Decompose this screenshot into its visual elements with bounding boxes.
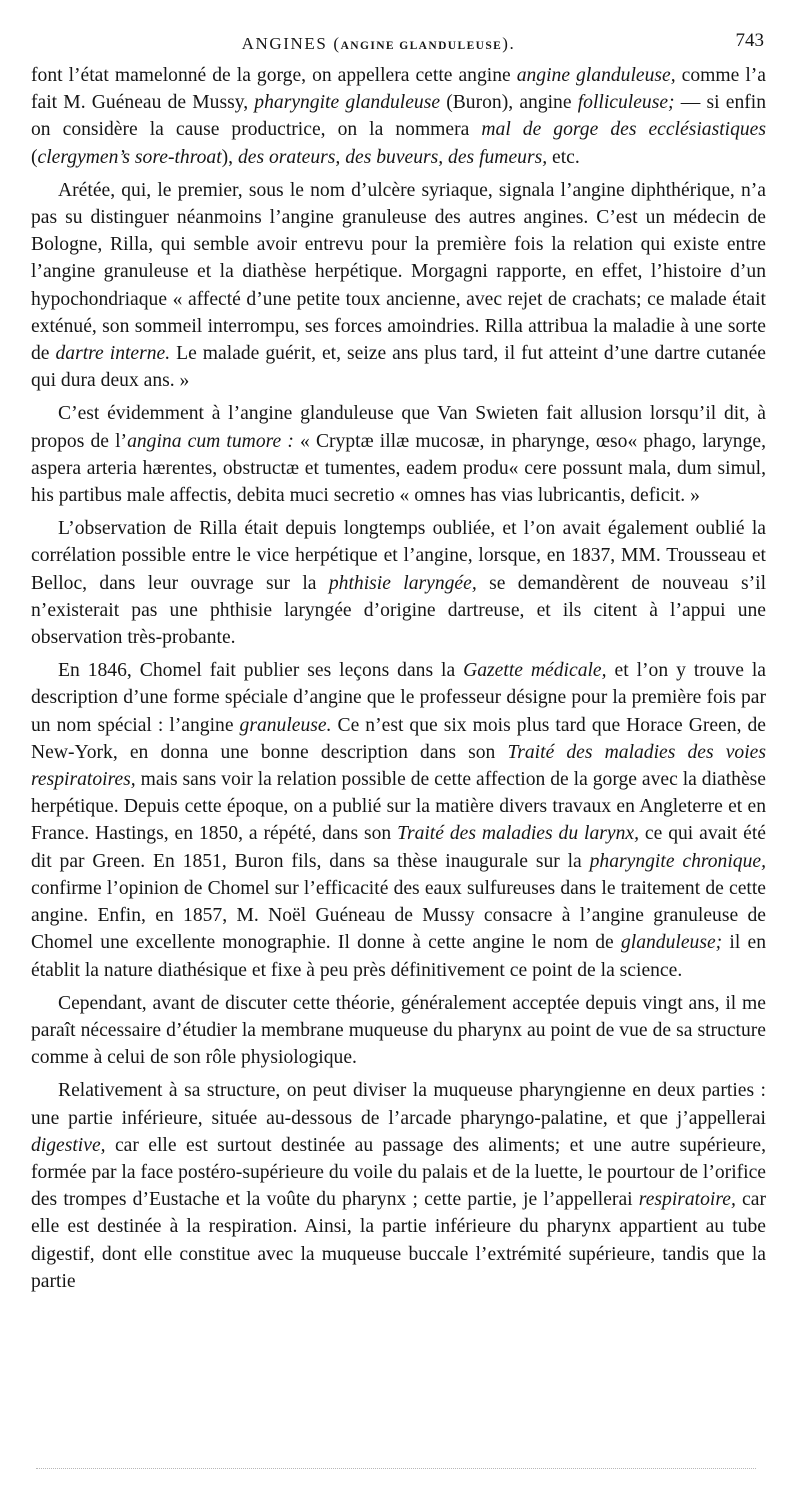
text-run: Arétée, qui, le premier, sous le nom d’ulcère syriaque, signala l’angine diphthérique, n’a pas su distinguer néanmoins l’angine granuleuse des autres angines. C’est un médecin de Bologne, Rilla, qui semble avoir entrevu pour la première fois la relation qui existe entre l’angine granuleuse et la diathèse herpétique. Morgagni rapporte, en effet, l’histoire d’un hypochondriaque « affecté d’une petite toux ancienne, avec rejet de crachats; ce malade était exténué, son sommeil interrompu, ses forces amoindries. Rilla attribua la maladie à une sorte de: [31, 179, 766, 365]
page-number: 743: [735, 30, 764, 51]
italic-phrase: des orateurs, des buveurs, des fumeurs,: [237, 146, 548, 168]
text-run: — si enfin on considère la cause productrice, on la nommera: [31, 92, 767, 141]
text-run: L’observation de Rilla était depuis longtemps oubliée, et l’on avait également oublié la corrélation possible entre le vice herpétique et l’angine, lorsque, en 1837, MM. Trousseau et Belloc, dans leur ouvrage sur la: [31, 518, 766, 594]
running-head: [31, 26, 766, 62]
italic-phrase: angina cum tumore :: [127, 430, 294, 452]
footer-rule: [36, 1468, 756, 1469]
text-run: font l’état mamelonné de la gorge, on appellera cette angine: [31, 65, 517, 86]
italic-phrase: mal de gorge des ecclésiastiques: [481, 119, 766, 141]
text-run: et l’on y trouve la description d’une forme spéciale d’angine que le professeur désigne pour la première fois par un nom spécial : l’angine: [31, 660, 766, 736]
italic-phrase: Traité des maladies des voies respiratoires,: [31, 741, 766, 791]
text-run: Relativement à sa structure, on peut diviser la muqueuse pharyngienne en deux parties : une partie inférieure, située au-dessous de l’arcade pharyngo-palatine, et que j’appellerai: [31, 1080, 766, 1129]
running-title-subject: ANGINE GLANDULEUSE: [340, 40, 503, 52]
text-run: mais sans voir la relation possible de cette affection de la gorge avec la diathèse herpétique. Depuis cette époque, on a publié sur la matière divers travaux en Angleterre et en France. Hastings, en 1850, a répété, dans son: [31, 769, 766, 845]
italic-phrase: Gazette médicale,: [463, 660, 607, 682]
text-run: Cependant, avant de discuter cette théorie, généralement acceptée depuis vingt ans, il me paraît nécessaire d’étudier la membrane muqueuse du pharynx au point de vue de sa structure comme à celui de son rôle physiologique.: [31, 992, 766, 1069]
text-run: il en établit la nature diathésique et fixe à peu près définitivement ce point de la science.: [31, 932, 767, 981]
running-title-main: ANGINES (: [241, 34, 341, 53]
italic-phrase: Traité des maladies du larynx,: [397, 823, 639, 845]
italic-phrase: granuleuse.: [239, 714, 332, 736]
text-run: « Cryptæ illæ mucosæ, in pharynge, œso« phago, larynge, aspera arteria hærentes, obstructæ et tumentes, eadem produ« cere possunt mala, dum simul, his partibus male affectis, debita muci secretio « omnes has vias lubricantis, deficit. »: [31, 430, 766, 507]
italic-phrase: glanduleuse;: [620, 932, 723, 954]
italic-phrase: pharyngite glanduleuse: [254, 92, 441, 114]
italic-phrase: clergymen’s sore-throat: [37, 146, 222, 168]
italic-phrase: dartre interne.: [55, 343, 171, 365]
paragraph: [31, 1077, 766, 1295]
paragraph: [31, 990, 766, 1072]
text-run: ce qui avait été dit par Green. En 1851, Buron fils, dans sa thèse inaugurale sur la: [31, 823, 766, 872]
italic-phrase: angine glanduleuse,: [516, 65, 676, 86]
text-run: (Buron), angine: [440, 92, 578, 114]
text-run: comme l’a fait M. Guéneau de Mussy,: [31, 65, 766, 114]
italic-phrase: digestive,: [31, 1134, 106, 1156]
body-text: [31, 62, 766, 1295]
italic-phrase: folliculeuse;: [577, 92, 675, 114]
running-title-close: ).: [502, 34, 516, 53]
paragraph: [31, 62, 766, 171]
book-page: [31, 26, 766, 1301]
paragraph: [31, 400, 766, 509]
paragraph: [31, 177, 766, 395]
paragraph: [31, 515, 766, 651]
text-run: confirme l’opinion de Chomel sur l’efficacité des eaux sulfureuses dans le traitement de cette angine. Enfin, en 1857, M. Noël Guéneau de Mussy consacre à l’angine granuleuse de Chomel une excellente monographie. Il donne à cette angine le nom de: [31, 877, 766, 954]
text-run: car elle est surtout destinée au passage des aliments; et une autre supérieure, formée par la face postéro-supérieure du voile du palais et de la luette, le pourtour de l’orifice des trompes d’Eustache et la voûte du pharynx ; cette partie, je l’appellerai: [31, 1134, 766, 1211]
text-run: En 1846, Chomel fait publier ses leçons dans la: [58, 660, 464, 682]
text-run: Le malade guérit, et, seize ans plus tard, il fut atteint d’une dartre cutanée qui dura deux ans. »: [31, 343, 766, 392]
italic-phrase: pharyngite chronique,: [589, 850, 766, 872]
text-run: Ce n’est que six mois plus tard que Horace Green, de New-York, en donna une bonne description dans son: [31, 714, 766, 763]
paragraph: [31, 657, 766, 983]
text-run: (: [31, 146, 38, 168]
italic-phrase: respiratoire,: [638, 1189, 736, 1211]
running-title: [31, 34, 766, 54]
text-run: etc.: [547, 146, 580, 168]
text-run: C’est évidemment à l’angine glanduleuse que Van Swieten fait allusion lorsqu’il dit, à propos de l’: [31, 403, 766, 452]
text-run: car elle est destinée à la respiration. Ainsi, la partie inférieure du pharynx appartient au tube digestif, dont elle constitue avec la muqueuse buccale l’extrémité supérieure, tandis que la partie: [31, 1189, 766, 1292]
text-run: se demandèrent de nouveau s’il n’existerait pas une phthisie laryngée d’origine dartreuse, et ils citent à l’appui une observation très-probante.: [31, 572, 767, 649]
italic-phrase: phthisie laryngée,: [328, 572, 477, 594]
text-run: ),: [221, 146, 238, 168]
